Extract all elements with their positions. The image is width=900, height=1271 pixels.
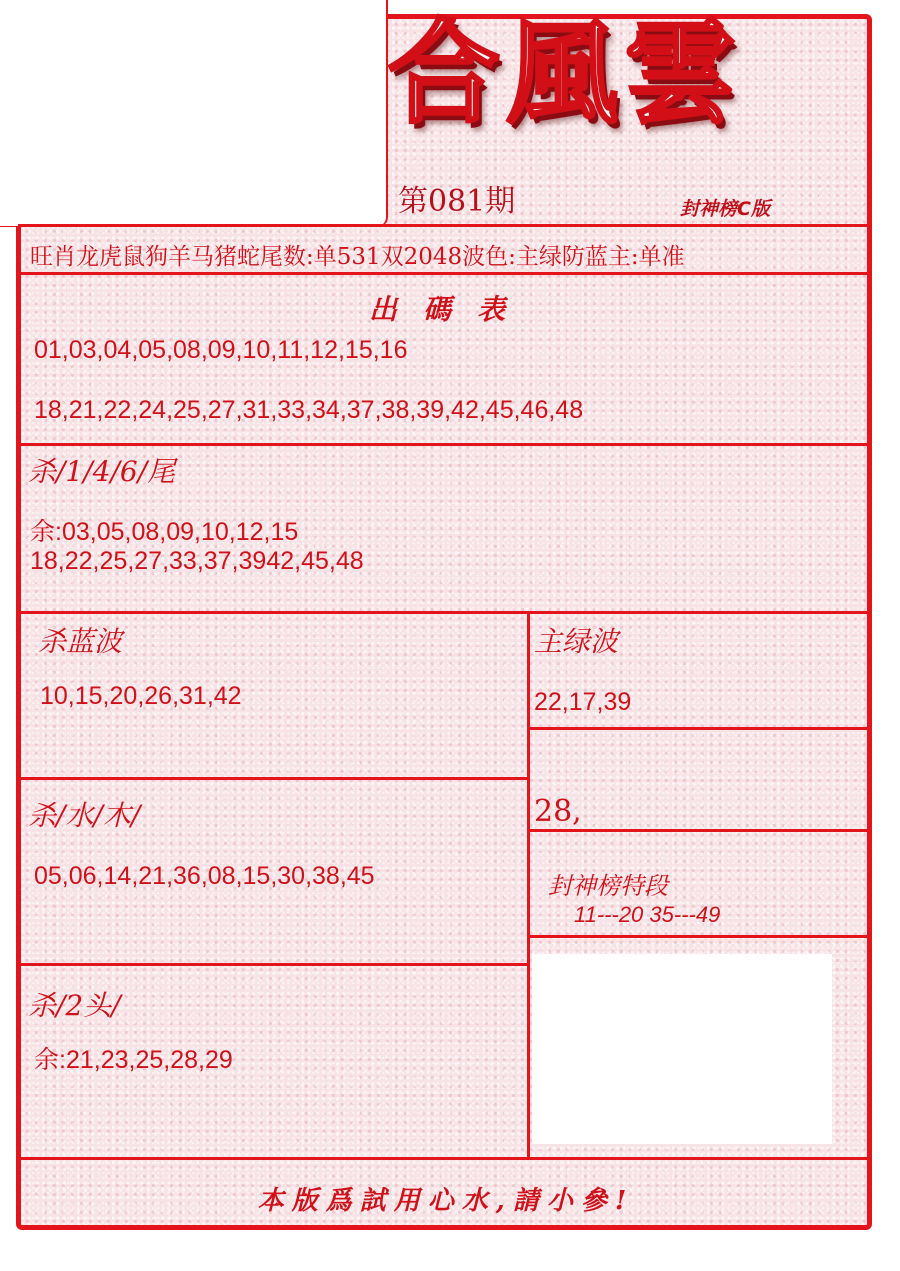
kill-tail-row-2: 18,22,25,27,33,37,3942,45,48 xyxy=(30,547,364,575)
special-range: 11---20 35---49 xyxy=(574,902,721,927)
chart-row-1: 01,03,04,05,08,09,10,11,12,15,16 xyxy=(34,336,408,364)
divider xyxy=(527,935,867,938)
chart-row-2: 18,21,22,24,25,27,31,33,34,37,38,39,42,45,46,48 xyxy=(34,396,584,424)
divider xyxy=(18,1157,868,1160)
issue-number: 第081期 xyxy=(398,184,516,219)
edition-label: 封神榜C版 xyxy=(680,198,770,220)
main-green-values: 22,17,39 xyxy=(534,688,632,716)
kill-blue-values: 10,15,20,26,31,42 xyxy=(40,682,242,710)
kill-tail-row-1: 余:03,05,08,09,10,12,15 xyxy=(30,518,299,546)
kill-head-title: 杀/2头/ xyxy=(28,989,121,1022)
kill-tail-title: 杀/1/4/6/尾 xyxy=(28,455,176,488)
info-line: 旺肖龙虎鼠狗羊马猪蛇尾数:单531双2048波色:主绿防蓝主:单准 xyxy=(30,244,685,270)
kill-head-values: 余:21,23,25,28,29 xyxy=(34,1046,233,1074)
column-divider xyxy=(527,611,530,1159)
blank-panel xyxy=(532,954,832,1144)
divider xyxy=(527,727,867,730)
kill-blue-title: 杀蓝波 xyxy=(38,625,123,658)
kill-element-title: 杀/水/木/ xyxy=(28,799,141,832)
divider xyxy=(18,224,868,227)
special-title: 封神榜特段 xyxy=(548,872,668,900)
main-green-title: 主绿波 xyxy=(534,625,619,658)
divider xyxy=(18,777,528,780)
divider xyxy=(18,611,868,614)
divider xyxy=(527,829,867,832)
divider xyxy=(18,272,868,275)
blank-corner-panel xyxy=(0,0,388,227)
footer-note: 本版爲試用心水,請小參! xyxy=(257,1186,635,1216)
divider xyxy=(18,963,528,966)
pick-number: 28, xyxy=(534,794,582,829)
chart-title: 出碼表 xyxy=(368,293,531,326)
masthead-title: 合風雲 xyxy=(388,8,742,139)
kill-element-values: 05,06,14,21,36,08,15,30,38,45 xyxy=(34,862,375,890)
divider xyxy=(18,443,868,446)
